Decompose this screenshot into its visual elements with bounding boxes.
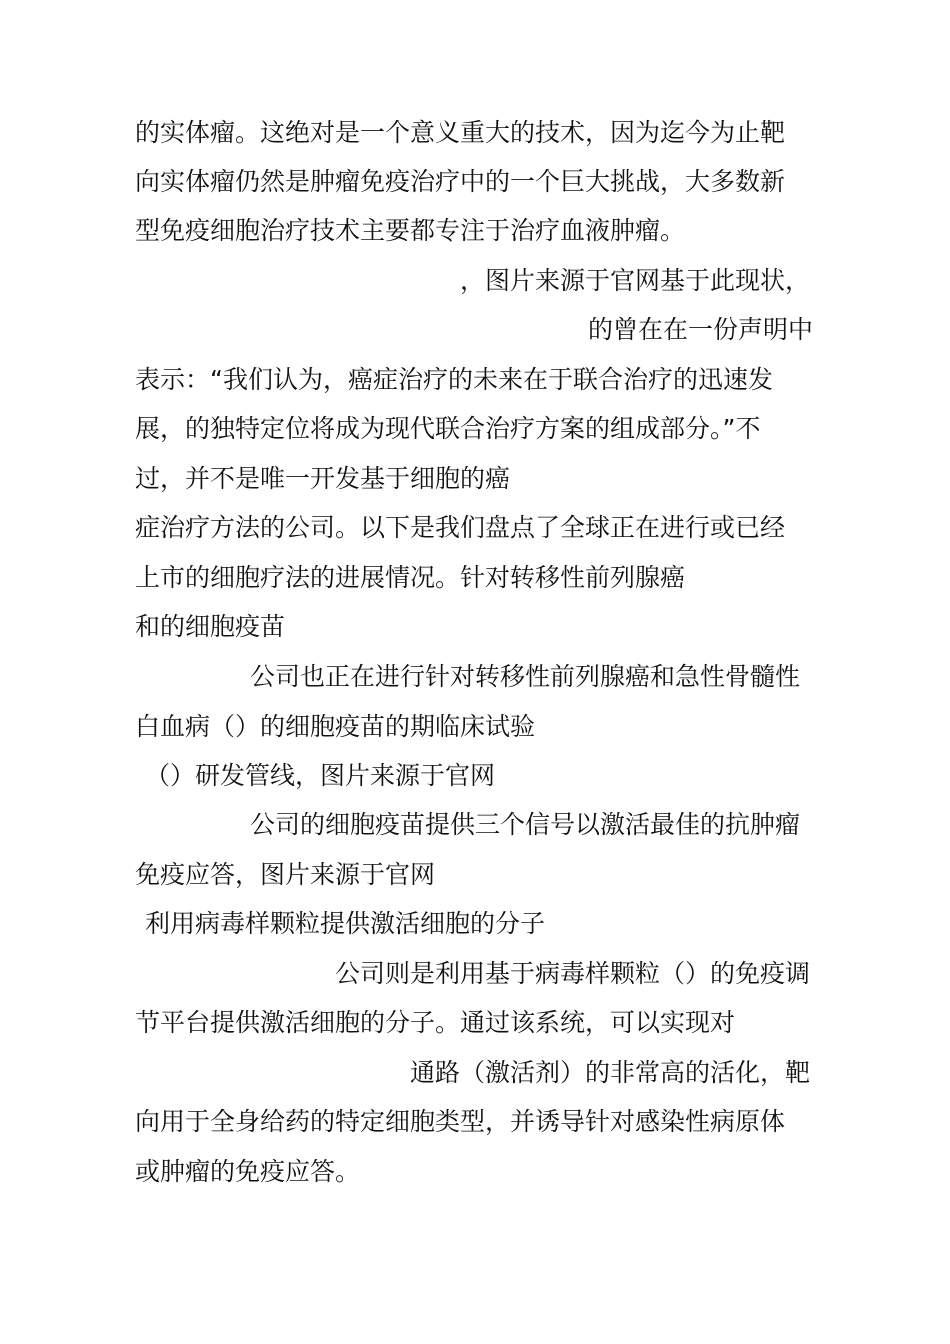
text-line: 展，的独特定位将成为现代联合治疗方案的组成部分。”不 <box>135 414 761 443</box>
text-line: 上市的细胞疗法的进展情况。针对转移性前列腺癌 <box>135 563 686 592</box>
text-line: 公司的细胞疫苗提供三个信号以激活最佳的抗肿瘤 <box>250 810 801 839</box>
text-line: 表示：“我们认为，癌症治疗的未来在于联合治疗的迅速发 <box>135 365 773 394</box>
text-line: 的曾在在一份声明中 <box>588 315 814 344</box>
text-line: 过，并不是唯一开发基于细胞的癌 <box>135 464 511 493</box>
text-line: 和的细胞疫苗 <box>135 612 286 641</box>
text-line: 向实体瘤仍然是肿瘤免疫治疗中的一个巨大挑战，大多数新 <box>135 167 786 196</box>
text-line: 公司也正在进行针对转移性前列腺癌和急性骨髓性 <box>250 662 801 691</box>
text-line: 向用于全身给药的特定细胞类型，并诱导针对感染性病原体 <box>135 1107 786 1136</box>
text-line: 症治疗方法的公司。以下是我们盘点了全球正在进行或已经 <box>135 513 786 542</box>
text-line: 节平台提供激活细胞的分子。通过该系统，可以实现对 <box>135 1008 736 1037</box>
text-line: 白血病（）的细胞疫苗的期临床试验 <box>135 712 536 741</box>
text-line: 免疫应答，图片来源于官网 <box>135 860 436 889</box>
text-line: （）研发管线，图片来源于官网 <box>145 761 496 790</box>
text-line: 通路（激活剂）的非常高的活化，靶 <box>410 1058 811 1087</box>
text-line: ，图片来源于官网基于此现状， <box>460 266 811 295</box>
text-line: 公司则是利用基于病毒样颗粒（）的免疫调 <box>335 959 811 988</box>
text-line: 或肿瘤的免疫应答。 <box>135 1157 361 1186</box>
text-line: 型免疫细胞治疗技术主要都专注于治疗血液肿瘤。 <box>135 216 686 245</box>
text-line: 利用病毒样颗粒提供激活细胞的分子 <box>145 909 546 938</box>
text-line: 的实体瘤。这绝对是一个意义重大的技术，因为迄今为止靶 <box>135 118 786 147</box>
